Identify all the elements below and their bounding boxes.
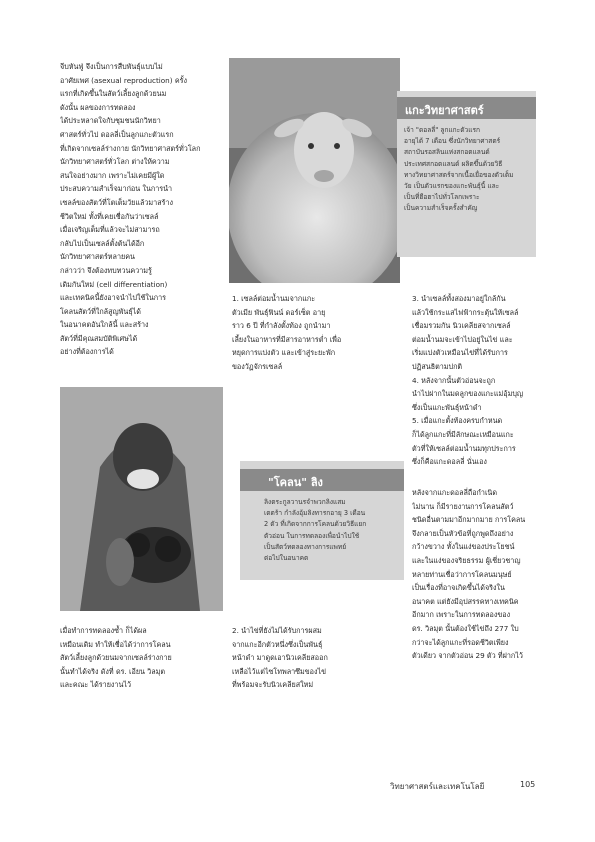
callout-sheep [397, 91, 536, 257]
callout-primate-title: "โคลน" ลิง [268, 476, 323, 489]
caption-step-1: 1. เซลล์ต่อมน้ำนมจากแกะ ตัวเมีย พันธุ์ฟินน์ ดอร์เซ็ต อายุ ราว 6 ปี ที่กำลังตั้งท้อง ถูกนำมา เลี้ยงในอาหารที่มีสารอาหารต่ำ เพื่อ หยุดการแบ่งตัว และเข้าสู่ระยะพัก ของวัฏจักรเซลล์ [232, 294, 342, 371]
caption-step-2: 2. นำไข่ที่ยังไม่ได้รับการผสม จากแกะอีกตัวหนึ่งซึ่งเป็นพันธุ์ หน้าดำ มาดูดเอานิวเคลียสออก เหลือไว้แต่ไซโทพลาซึมของไข่ ที่พร้อมจะรับนิวเคลียสใหม่ [232, 626, 328, 690]
sheep-photo [229, 58, 400, 283]
column1-top-text: จีบหันฟู่ จึงเป็นการสืบพันธุ์แบบไม่ อาศัยเพศ (asexual reproduction) ครั้ง แรกที่เกิดขึ้นในสัตว์เลี้ยงลูกด้วยนม ดังนั้น ผลของการทดลอง ได้ประหลาดใจกับชุมชนนักวิทยา ศาสตร์ทั่วไป ดอลลี่เป็นลูกแกะตัวแรก ที่เกิดจากเซลล์ร่างกาย นักวิทยาศาสตร์ทั่วโลก นักวิทยาศาสตร์ทั่วโลก ต่างให้ความ สนใจอย่างมาก เพราะไม่เคยมีผู้ใด ประสบความสำเร็จมาก่อน ในการนำ เซลล์ของสัตว์ที่โตเต็มวัยแล้วมาสร้าง ชีวิตใหม่ ทั้งที่เคยเชื่อกันว่าเซลล์ เมื่อเจริญเต็มที่แล้วจะไม่สามารถ กลับไปเป็นเซลล์ตั้งต้นได้อีก นักวิทยาศาสตร์หลายคน กล่าวว่า จึงต้องทบทวนความรู้ เดิมกันใหม่ (cell differentiation) และเทคนิคนี้ยังอาจนำไปใช้ในการ โคลนสัตว์ที่ใกล้สูญพันธุ์ได้ ในอนาคตอันใกล้นี้ และสร้าง สัตว์ที่มีคุณสมบัติพิเศษได้ อย่างที่ต้องการได้ [60, 62, 201, 357]
callout-primate [240, 461, 404, 580]
column3-top-text: 3. นำเซลล์ทั้งสองมาอยู่ใกล้กัน แล้วใช้กระแสไฟฟ้ากระตุ้นให้เซลล์ เชื่อมรวมกัน นิวเคลียสจากเซลล์ ต่อมน้ำนมจะเข้าไปอยู่ในไข่ และ เริ่มแบ่งตัวเหมือนไข่ที่ได้รับการ ปฏิสนธิตามปกติ 4. หลังจากนั้นตัวอ่อนจะถูก นำไปฝากในมดลูกของแกะแม่อุ้มบุญ ซึ่งเป็นแกะพันธุ์หน้าดำ 5. เมื่อแกะตั้งท้องครบกำหนด ก็ได้ลูกแกะที่มีลักษณะเหมือนแกะ ตัวที่ให้เซลล์ต่อมน้ำนมทุกประการ ซึ่งก็คือแกะดอลลี่ นั่นเอง [412, 294, 524, 467]
callout-primate-body: ลิงตระกูลวานรจำพวกลิงแสม เตตร้า กำลังอุ้มลิงทารกอายุ 3 เดือน 2 ตัว ที่เกิดจากการโคลนด้วยวิธีแยก ตัวอ่อน ในการทดลองเพื่อนำไปใช้ เป็นสัตว์ทดลองทางการแพทย์ ต่อไปในอนาคต [264, 498, 367, 563]
callout-sheep-body: เจ้า "ดอลลี่" ลูกแกะตัวแรก อายุได้ 7 เดือน ซึ่งนักวิทยาศาสตร์ สถาบันรอสลินแห่งสกอตแลนด์ ประเทศสกอตแลนด์ ผลิตขึ้นด้วยวิธี ทางวิทยาศาสตร์จากเนื้อเยื่อของตัวเต็ม วัย เป็นตัวแรกของแกะพันธุ์นี้ และ เป็นที่ฮือฮาไปทั่วโลกเพราะ เป็นความสำเร็จครั้งสำคัญ [404, 126, 514, 213]
footer-page-number: 105 [520, 780, 536, 789]
primate-photo [60, 387, 223, 611]
column3-bottom-text: หลังจากแกะดอลลี่ถือกำเนิด ไม่นาน ก็มีรายงานการโคลนสัตว์ ชนิดอื่นตามมาอีกมากมาย การโคลน จึงกลายเป็นหัวข้อที่ถูกพูดถึงอย่าง กว้างขวาง ทั้งในแง่ของประโยชน์ และในแง่ของจริยธรรม ผู้เชี่ยวชาญ หลายท่านเชื่อว่าการโคลนมนุษย์ เป็นเรื่องที่อาจเกิดขึ้นได้จริงใน อนาคต แต่ยังมีอุปสรรคทางเทคนิค อีกมาก เพราะในการทดลองของ ดร. วิลมุต นั้นต้องใช้ไข่ถึง 277 ใบ กว่าจะได้ลูกแกะที่รอดชีวิตเพียง ตัวเดียว จากตัวอ่อน 29 ตัว ที่ฝากไว้ [412, 488, 526, 661]
callout-sheep-title: แกะวิทยาศาสตร์ [405, 104, 484, 117]
footer-section-title: วิทยาศาสตร์และเทคโนโลยี [390, 782, 485, 791]
column1-bottom-text: เมื่อทำการทดลองซ้ำ ก็ได้ผล เหมือนเดิม ทำให้เชื่อได้ว่าการโคลน สัตว์เลี้ยงลูกด้วยนมจากเซลล์ร่างกาย นั้นทำได้จริง ดังที่ ดร. เอียน วิลมุต และคณะ ได้รายงานไว้ [60, 626, 172, 690]
